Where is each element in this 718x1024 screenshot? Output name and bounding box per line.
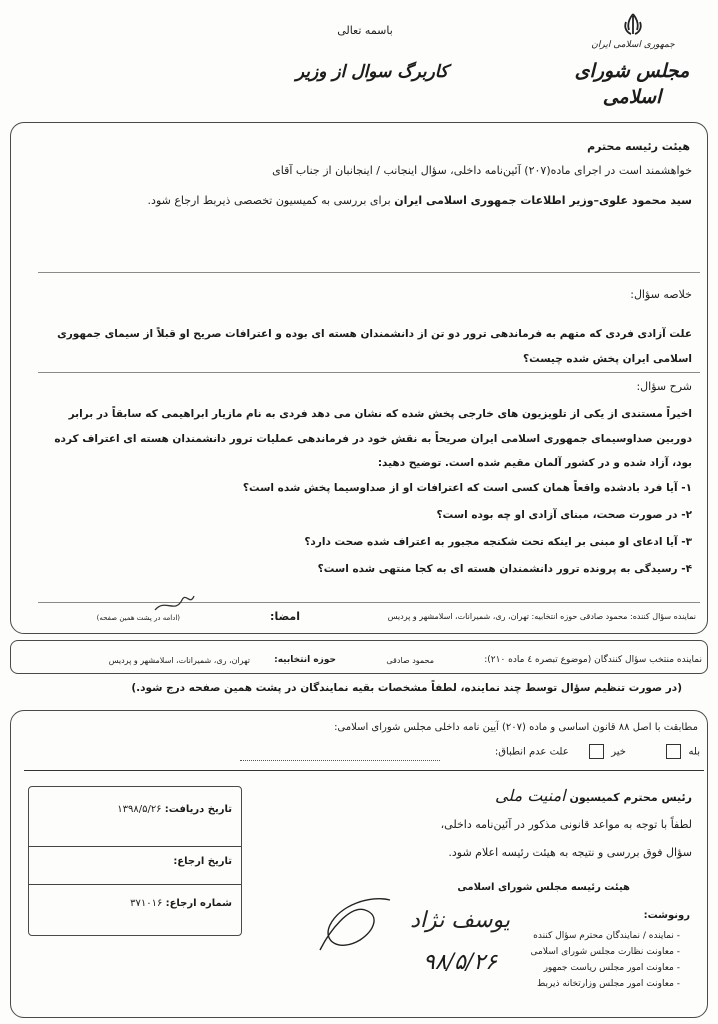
minister-name: سید محمود علوی–وزیر اطلاعات جمهوری اسلامی ایران [394, 194, 692, 207]
divider [28, 846, 241, 847]
yes-checkbox[interactable] [666, 744, 681, 759]
compliance-question: مطابقت با اصل ۸۸ قانون اساسی و ماده (۲۰۷) آیین نامه داخلی مجلس شورای اسلامی: [334, 722, 698, 733]
cc-item: - معاونت امور مجلس وزارتخانه ذیربط [490, 976, 680, 992]
board-signature: یوسف نژاد [410, 908, 510, 933]
cc-label: رونوشت: [643, 910, 690, 921]
request-line-2 [80, 194, 692, 207]
referral-to [420, 786, 692, 805]
selected-name: محمود صادقی [386, 656, 434, 665]
referral-date-label: تاریخ ارجاع: [173, 856, 232, 867]
signature-scribble [310, 890, 400, 960]
summary-label: خلاصه سؤال: [630, 288, 692, 301]
selected-district: تهران، ری، شمیرانات، اسلامشهر و پردیس [108, 656, 250, 665]
referral-line-1: لطفاً با توجه به مواعد قانونی مذکور در آئین‌نامه داخلی، [440, 818, 692, 831]
greeting: هیئت رئیسه محترم [587, 140, 690, 153]
emblem-icon [620, 12, 646, 38]
reason-label: علت عدم انطباق: [494, 746, 569, 758]
number-label: شماره ارجاع: [165, 898, 232, 909]
selected-label: نماینده منتخب سؤال کنندگان (موضوع تبصره ٤ ماده ٢١٠): [484, 655, 702, 665]
logo-subtitle: جمهوری اسلامی ایران [591, 40, 675, 50]
referral-number: ۳۷۱۰۱۶ [130, 898, 163, 909]
description-label: شرح سؤال: [636, 380, 692, 393]
no-label: خیر [611, 746, 626, 758]
yes-label: بله [688, 746, 700, 758]
received-label: تاریخ دریافت: [164, 804, 232, 815]
question-item: ۱- آیا فرد بادشده واقعاً همان کسی است که اعترافات او از صداوسیما پخش شده است؟ [242, 482, 692, 494]
number-row [36, 898, 232, 909]
divider [28, 884, 241, 885]
continued-note: (ادامه در پشت همین صفحه) [96, 614, 180, 622]
selected-district-label: حوزه انتخابیه: [274, 655, 336, 665]
handwritten-date: ۹۸/۵/۲۶ [423, 950, 497, 975]
logo-title: مجلس شورای اسلامی [574, 60, 690, 108]
question-item: ۲- در صورت صحت، مبنای آزادی او چه بوده است؟ [436, 509, 692, 521]
cc-item: - نماینده / نمایندگان محترم سؤال کننده [490, 928, 680, 944]
summary-text: علت آزادی فردی که متهم به فرماندهی ترور دو تن از دانشمندان هسته ای بوده و اعترافات صریح او قبلاً از سیمای جمهوری اسلامی ایران پخش شده چیست؟ [57, 328, 692, 365]
request-rest: برای بررسی به کمیسیون تخصصی ذیربط ارجاع شود. [147, 194, 391, 207]
signature-label: امضا: [270, 610, 300, 623]
divider [38, 272, 700, 273]
referral-to-prefix: رئیس محترم کمیسیون [569, 791, 692, 804]
received-date: ۱۳۹۸/۵/۲۶ [117, 804, 162, 815]
referral-line-2: سؤال فوق بررسی و نتیجه به هیئت رئیسه اعلام شود. [448, 846, 692, 859]
cc-list [490, 928, 680, 992]
reason-dotted-line [240, 760, 440, 761]
basmala: باسمه تعالی [337, 24, 393, 37]
request-line-1: خواهشمند است در اجرای ماده(۲۰۷) آئین‌نامه داخلی، سؤال اینجانب / اینجانبان از جناب آقای [272, 164, 692, 177]
cc-item: - معاونت نظارت مجلس شورای اسلامی [490, 944, 680, 960]
question-item: ۴- رسیدگی به پرونده ترور دانشمندان هسته ای به کجا منتهی شده است؟ [317, 563, 692, 575]
form-title: کاربرگ سوال از وزیر [295, 62, 449, 82]
asker-signature [150, 588, 210, 618]
no-checkbox[interactable] [589, 744, 604, 759]
referral-from: هیئت رئیسه مجلس شورای اسلامی [457, 882, 630, 893]
divider [38, 602, 700, 603]
divider [24, 770, 704, 771]
parliament-logo [568, 8, 698, 118]
question-item: ۳- آیا ادعای او مبنی بر اینکه تحت شکنجه مجبور به اعتراف شده صحت دارد؟ [304, 536, 692, 548]
committee-name: امنیت ملی [494, 786, 566, 805]
cc-item: - معاونت امور مجلس ریاست جمهور [490, 960, 680, 976]
compliance-options [250, 744, 700, 759]
asker-info: نماینده سؤال کننده: محمود صادقی حوزه انتخابیه: تهران، ری، شمیرانات، اسلامشهر و پردیس [387, 612, 696, 621]
multi-rep-note: (در صورت تنظیم سؤال توسط چند نماینده، لطفاً مشخصات بقیه نمایندگان در پشت همین صفحه درج شود.) [131, 682, 682, 694]
divider [38, 372, 700, 373]
description-paragraph: اخیراً مستندی از یکی از تلویزیون های خارجی پخش شده که نشان می دهد فردی به نام مازیار ابراهیمی که سابقاً در برابر دوربین صداوسیمای جمهوری اسلامی ایران صریحاً به نقش خود در فرماندهی عملیات ترور دانشمندان هسته ای اعتراف کرده بود، آزاد شده و در کشور آلمان مقیم شده است. توضیح دهید: [54, 408, 692, 469]
received-row [36, 804, 232, 815]
question-list [180, 482, 692, 590]
